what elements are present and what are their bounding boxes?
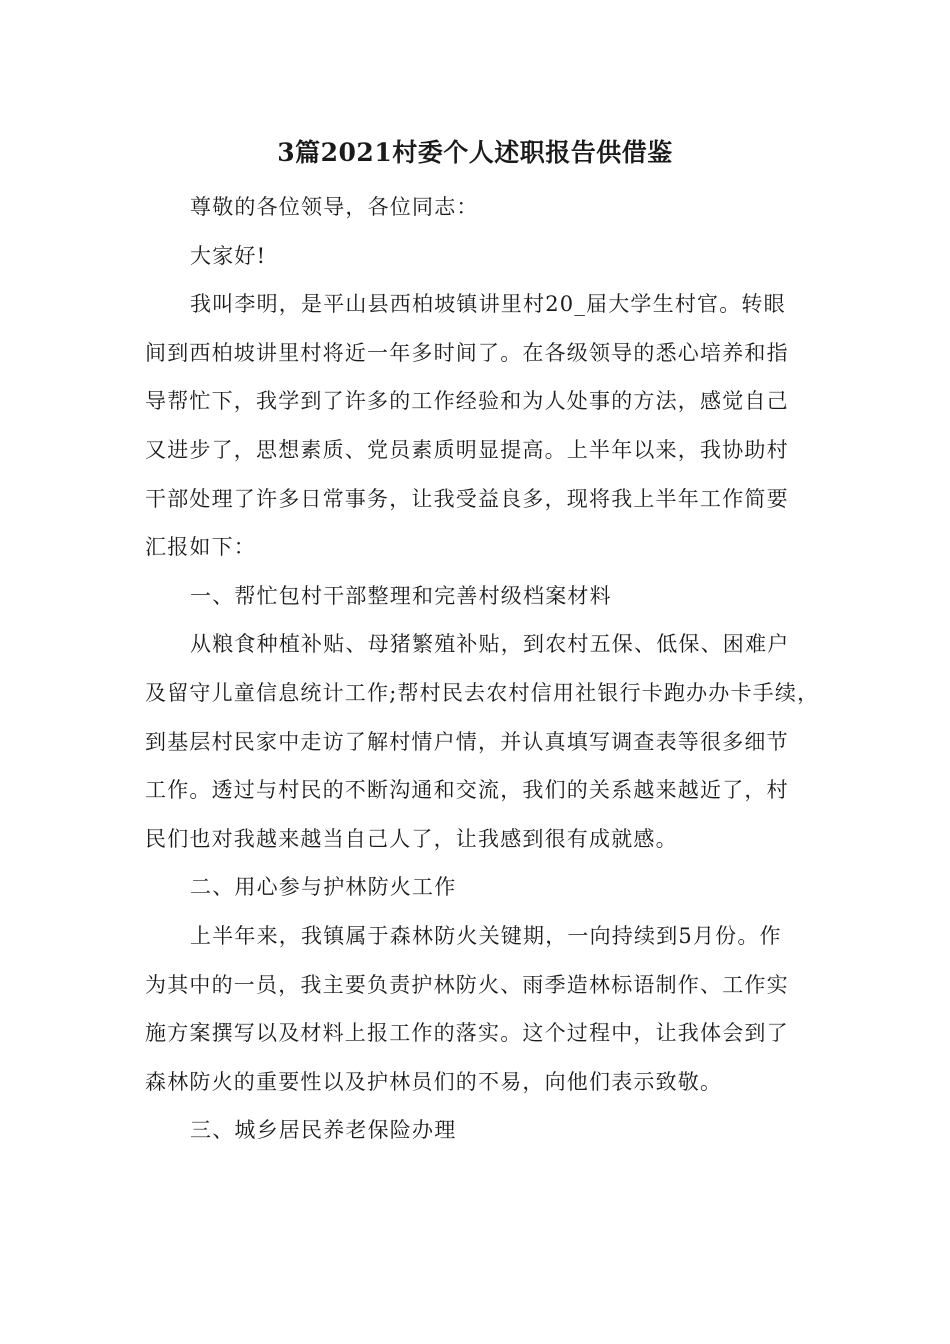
- document-body: [145, 183, 825, 1155]
- paragraph-line: 施方案撰写以及材料上报工作的落实。这个过程中，让我体会到了: [145, 1021, 789, 1046]
- section1-paragraph: [145, 620, 825, 863]
- paragraph-line: 森林防火的重要性以及护林员们的不易，向他们表示致敬。: [145, 1069, 723, 1094]
- paragraph-line: 上半年来，我镇属于森林防火关键期，一向持续到5月份。作: [190, 923, 782, 948]
- hello-line: 大家好!: [190, 243, 267, 268]
- paragraph-line: 又进步了，思想素质、党员素质明显提高。上半年以来，我协助村: [145, 437, 789, 462]
- section-heading: 二、用心参与护林防火工作: [190, 875, 457, 900]
- paragraph-line: 我叫李明，是平山县西柏坡镇讲里村20_届大学生村官。转眼: [190, 292, 786, 317]
- paragraph-line: 干部处理了许多日常事务，让我受益良多，现将我上半年工作简要: [145, 486, 789, 511]
- paragraph-line: 间到西柏坡讲里村将近一年多时间了。在各级领导的悉心培养和指: [145, 340, 789, 365]
- section-heading: 三、城乡居民养老保险办理: [190, 1118, 457, 1143]
- paragraph-line: 到基层村民家中走访了解村情户情，并认真填写调查表等很多细节: [145, 729, 789, 754]
- paragraph-line: 民们也对我越来越当自己人了，让我感到很有成就感。: [145, 826, 678, 851]
- intro-paragraph: [145, 280, 825, 572]
- document-title: 3篇2021村委个人述职报告供借鉴: [277, 138, 673, 167]
- paragraph-line: 导帮忙下，我学到了许多的工作经验和为人处事的方法，感觉自己: [145, 389, 789, 414]
- paragraph-line: 及留守儿童信息统计工作;帮村民去农村信用社银行卡跑办办卡手续，: [145, 680, 820, 705]
- paragraph-line: 汇报如下：: [145, 535, 256, 560]
- greeting-line: 尊敬的各位领导，各位同志：: [190, 195, 479, 219]
- paragraph-line: 为其中的一员，我主要负责护林防火、雨季造林标语制作、工作实: [145, 972, 789, 997]
- paragraph-line: 工作。透过与村民的不断沟通和交流，我们的关系越来越近了，村: [145, 778, 789, 803]
- section2-paragraph: [145, 912, 825, 1106]
- section-heading: 一、帮忙包村干部整理和完善村级档案材料: [190, 583, 612, 608]
- paragraph-line: 从粮食种植补贴、母猪繁殖补贴，到农村五保、低保、困难户: [190, 632, 790, 657]
